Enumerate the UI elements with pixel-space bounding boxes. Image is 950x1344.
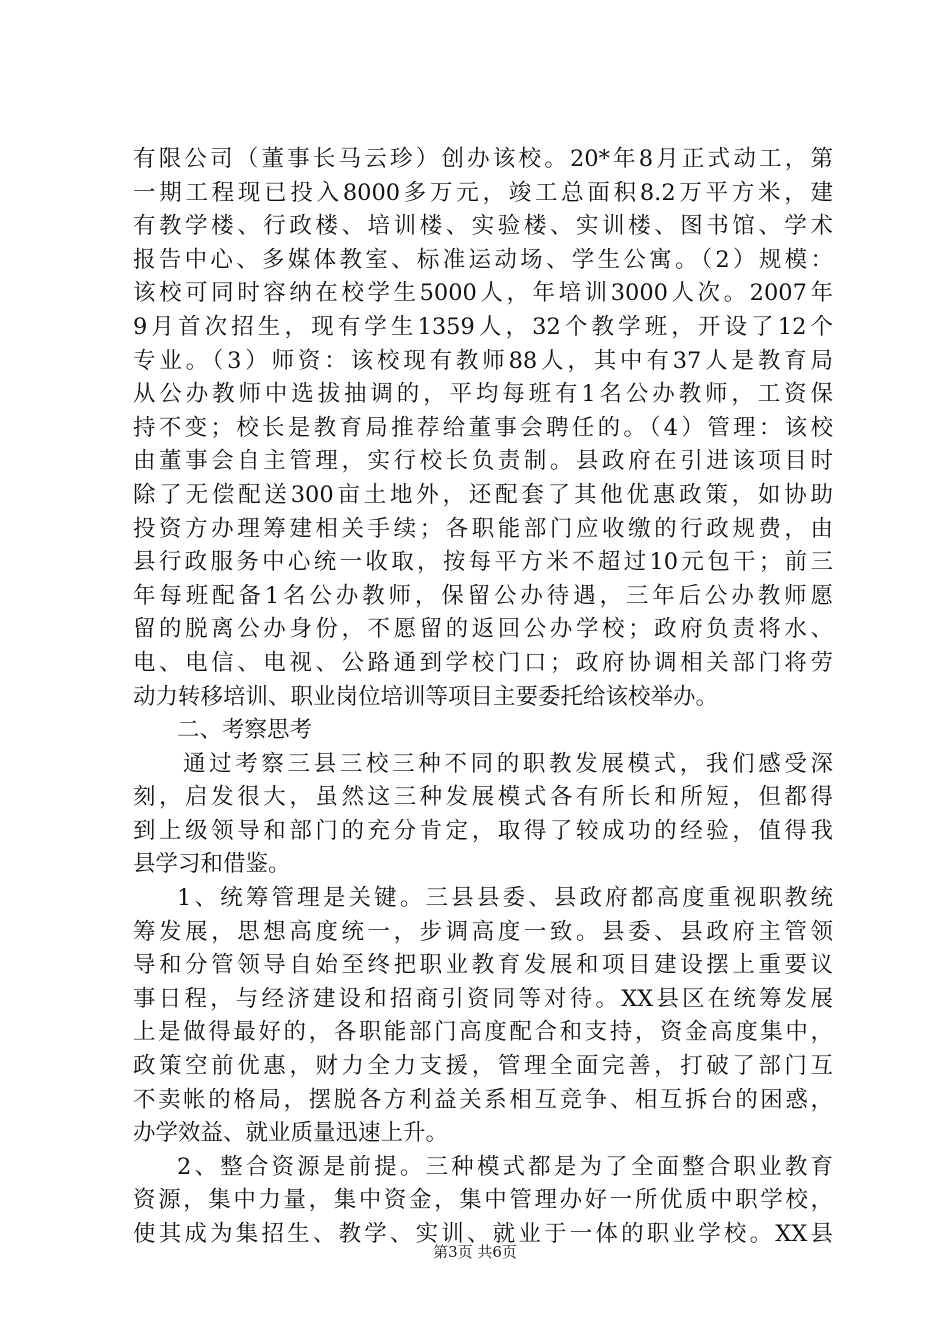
text-line: 该校可同时容纳在校学生5000人，年培训3000人次。2007年	[133, 280, 833, 307]
text-line: 电、电信、电视、公路通到学校门口；政府协调相关部门将劳	[133, 649, 833, 676]
text-line: 专业。（3）师资：该校现有教师88人，其中有37人是教育局	[133, 347, 833, 374]
text-line: 筹发展，思想高度统一，步调高度一致。县委、县政府主管领	[133, 918, 833, 945]
text-line: 报告中心、多媒体教室、标准运动场、学生公寓。（2）规模：	[133, 246, 833, 273]
text-line: 办学效益、就业质量迅速上升。	[133, 1120, 449, 1147]
text-line: 动力转移培训、职业岗位培训等项目主要委托给该校举办。	[133, 683, 719, 710]
text-line: 持不变；校长是教育局推荐给董事会聘任的。（4）管理：该校	[133, 414, 833, 441]
text-line: 一期工程现已投入8000多万元，竣工总面积8.2万平方米，建	[133, 179, 833, 206]
text-line: 资源，集中力量，集中资金，集中管理办好一所优质中职学校，	[133, 1187, 833, 1214]
text-line: 从公办教师中选拔抽调的，平均每班有1名公办教师，工资保	[133, 381, 833, 408]
text-line: 1、统筹管理是关键。三县县委、县政府都高度重视职教统	[177, 885, 833, 912]
document-body	[133, 143, 833, 1252]
text-line: 不卖帐的格局，摆脱各方利益关系相互竞争、相互拆台的困惑，	[133, 1086, 833, 1113]
text-line: 到上级领导和部门的充分肯定，取得了较成功的经验，值得我	[133, 817, 833, 844]
text-line: 除了无偿配送300亩土地外，还配套了其他优惠政策，如协助	[133, 481, 833, 508]
text-line: 由董事会自主管理，实行校长负责制。县政府在引进该项目时	[133, 448, 833, 475]
text-line: 刻，启发很大，虽然这三种发展模式各有所长和所短，但都得	[133, 784, 833, 811]
text-line: 政策空前优惠，财力全力支援，管理全面完善，打破了部门互	[133, 1053, 833, 1080]
page-number-footer: 第3页 共6页	[433, 1243, 517, 1261]
text-line: 事日程，与经济建设和招商引资同等对待。XX县区在统筹发展	[133, 985, 833, 1012]
text-line: 县学习和借鉴。	[133, 851, 291, 878]
text-line: 使其成为集招生、教学、实训、就业于一体的职业学校。XX县	[133, 1221, 833, 1247]
text-line: 投资方办理筹建相关手续；各职能部门应收缴的行政规费，由	[133, 515, 833, 542]
text-line: 县行政服务中心统一收取，按每平方米不超过10元包干；前三	[133, 549, 833, 576]
text-line: 导和分管领导自始至终把职业教育发展和项目建设摆上重要议	[133, 952, 833, 979]
section-heading: 二、考察思考	[177, 717, 313, 744]
text-line: 上是做得最好的，各职能部门高度配合和支持，资金高度集中，	[133, 1019, 833, 1046]
text-line: 通过考察三县三校三种不同的职教发展模式，我们感受深	[183, 750, 833, 777]
text-line: 年每班配备1名公办教师，保留公办待遇，三年后公办教师愿	[133, 582, 833, 609]
text-line: 留的脱离公办身份，不愿留的返回公办学校；政府负责将水、	[133, 616, 833, 643]
text-line: 9月首次招生，现有学生1359人，32个教学班，开设了12个	[133, 313, 833, 340]
text-line: 有限公司（董事长马云珍）创办该校。20*年8月正式动工，第	[133, 146, 833, 172]
text-line: 2、整合资源是前提。三种模式都是为了全面整合职业教育	[177, 1153, 833, 1180]
text-line: 有教学楼、行政楼、培训楼、实验楼、实训楼、图书馆、学术	[133, 213, 833, 240]
